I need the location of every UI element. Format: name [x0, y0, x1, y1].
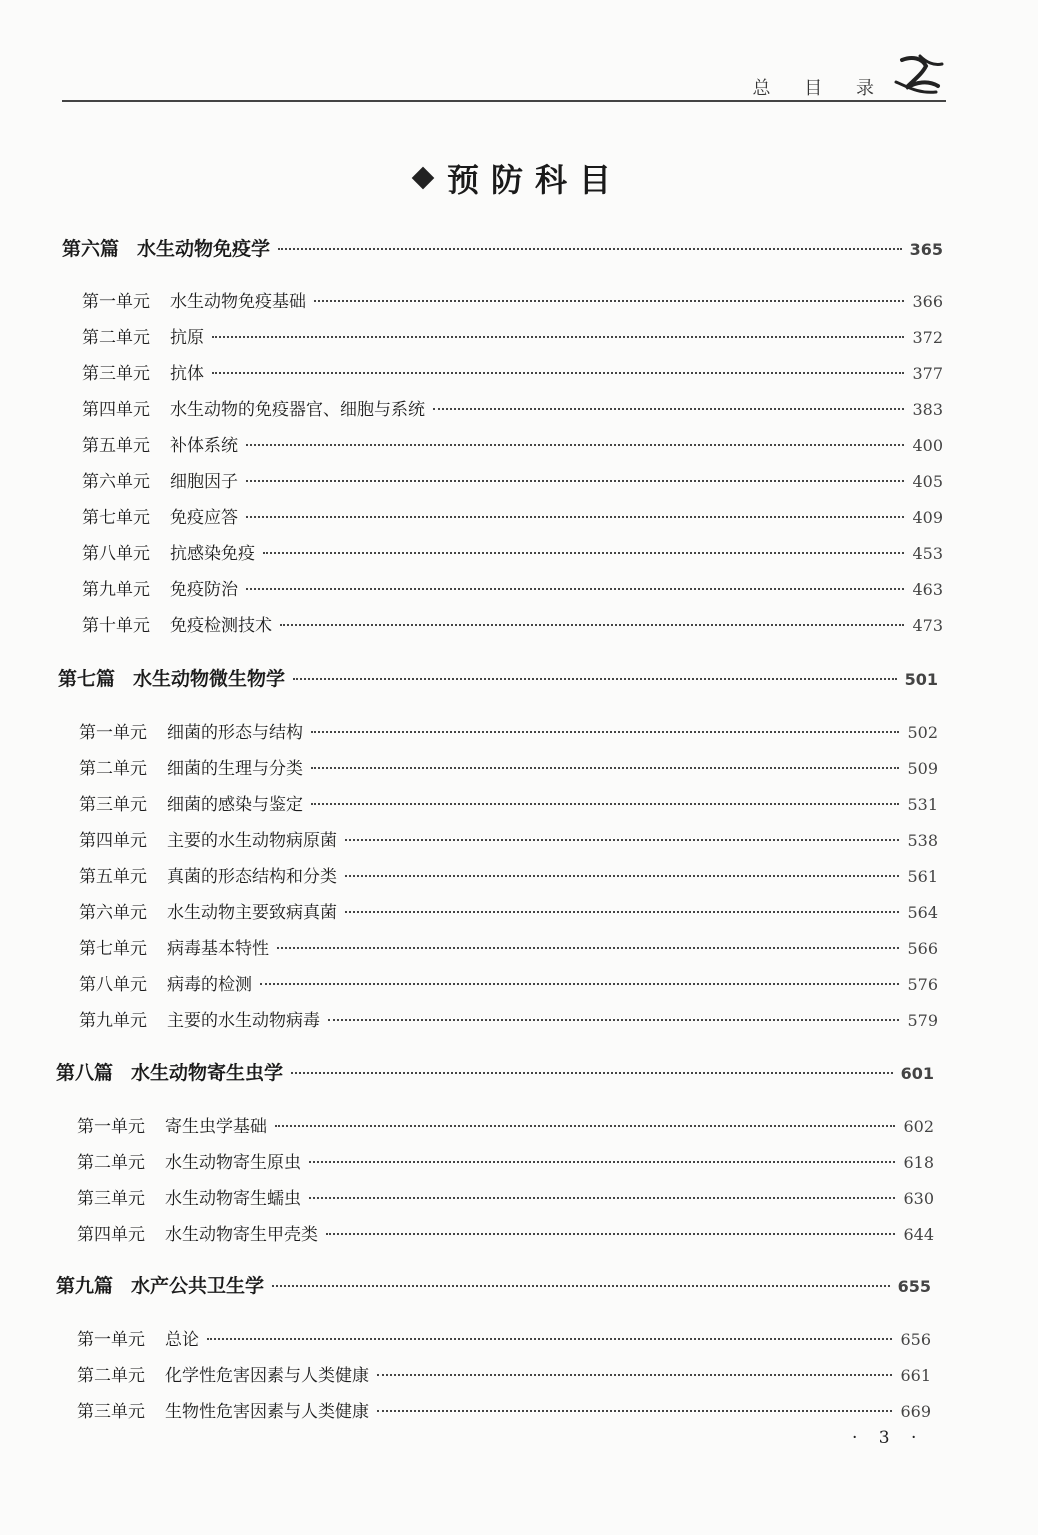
- unit-title: 化学性危害因素与人类健康: [165, 1366, 369, 1386]
- unit-number: 第一单元: [79, 723, 147, 743]
- unit-title: 免疫防治: [170, 580, 238, 600]
- toc-unit-entry: [79, 1006, 938, 1030]
- unit-number: 第四单元: [77, 1225, 145, 1245]
- unit-number: 第二单元: [82, 328, 150, 348]
- dot-leader: [212, 372, 904, 374]
- unit-number: 第二单元: [77, 1153, 145, 1173]
- unit-number: 第三单元: [77, 1402, 145, 1422]
- unit-number: 第三单元: [82, 364, 150, 384]
- toc-part-entry: [62, 234, 943, 258]
- toc-part-entry: [58, 664, 938, 688]
- unit-title: 免疫检测技术: [170, 616, 272, 636]
- unit-number: 第一单元: [77, 1117, 145, 1137]
- page-number-ref: 509: [907, 759, 938, 778]
- part-number: 第六篇: [62, 238, 120, 260]
- page-number-ref: 383: [912, 400, 943, 419]
- unit-title: 水生动物主要致病真菌: [167, 903, 337, 923]
- unit-number: 第四单元: [82, 400, 150, 420]
- page-number-ref: 463: [912, 580, 943, 599]
- dot-leader: [275, 1125, 895, 1127]
- unit-title: 主要的水生动物病毒: [167, 1011, 320, 1031]
- unit-title: 抗感染免疫: [170, 544, 255, 564]
- toc-unit-entry: [79, 970, 938, 994]
- unit-number: 第六单元: [79, 903, 147, 923]
- unit-number: 第八单元: [82, 544, 150, 564]
- dot-leader: [272, 1285, 890, 1287]
- toc-unit-entry: [79, 790, 938, 814]
- dot-leader: [345, 839, 899, 841]
- page-number-ref: 561: [907, 867, 938, 886]
- page-number-ref: 502: [907, 723, 938, 742]
- unit-number: 第二单元: [77, 1366, 145, 1386]
- section-title-text: 预防科目: [446, 161, 623, 199]
- unit-number: 第八单元: [79, 975, 147, 995]
- unit-title: 病毒基本特性: [167, 939, 269, 959]
- unit-title: 寄生虫学基础: [165, 1117, 267, 1137]
- page-number-ref: 564: [907, 903, 938, 922]
- toc-part-entry: [56, 1058, 934, 1082]
- toc-unit-entry: [79, 754, 938, 778]
- page-number-ref: 576: [907, 975, 938, 994]
- page-number: · 3 ·: [852, 1428, 925, 1448]
- dot-leader: [246, 516, 904, 518]
- unit-title: 抗体: [170, 364, 204, 384]
- unit-number: 第五单元: [79, 867, 147, 887]
- unit-title: 水生动物免疫基础: [170, 292, 306, 312]
- page-number-ref: 501: [904, 670, 938, 689]
- dot-leader: [246, 588, 904, 590]
- toc-unit-entry: [77, 1325, 931, 1349]
- toc-unit-entry: [77, 1184, 934, 1208]
- page-number-ref: 602: [903, 1117, 934, 1136]
- unit-number: 第十单元: [82, 616, 150, 636]
- unit-title: 水生动物寄生蠕虫: [165, 1189, 301, 1209]
- unit-title: 真菌的形态结构和分类: [167, 867, 337, 887]
- toc-unit-entry: [82, 575, 943, 599]
- dot-leader: [311, 767, 899, 769]
- dot-leader: [345, 911, 899, 913]
- page-number-ref: 656: [900, 1330, 931, 1349]
- unit-title: 主要的水生动物病原菌: [167, 831, 337, 851]
- dot-leader: [326, 1233, 895, 1235]
- dot-leader: [246, 480, 904, 482]
- unit-number: 第一单元: [82, 292, 150, 312]
- unit-title: 细胞因子: [170, 472, 238, 492]
- toc-unit-entry: [82, 503, 943, 527]
- dot-leader: [377, 1410, 892, 1412]
- part-title: 水生动物免疫学: [137, 238, 271, 260]
- toc-unit-entry: [82, 431, 943, 455]
- toc-part-entry: [56, 1271, 931, 1295]
- page-number-ref: 372: [912, 328, 943, 347]
- toc-unit-entry: [82, 323, 943, 347]
- unit-number: 第三单元: [79, 795, 147, 815]
- page-number-ref: 644: [903, 1225, 934, 1244]
- toc-unit-entry: [77, 1112, 934, 1136]
- page-number-ref: 473: [912, 616, 943, 635]
- toc-unit-entry: [82, 395, 943, 419]
- header-title: 总 目 录: [752, 78, 888, 99]
- dot-leader: [433, 408, 904, 410]
- dot-leader: [277, 947, 899, 949]
- unit-number: 第五单元: [82, 436, 150, 456]
- toc-unit-entry: [82, 359, 943, 383]
- dot-leader: [377, 1374, 892, 1376]
- toc-unit-entry: [77, 1397, 931, 1421]
- unit-number: 第九单元: [82, 580, 150, 600]
- unit-title: 抗原: [170, 328, 204, 348]
- unit-title: 总论: [165, 1330, 199, 1350]
- page-number-ref: 669: [900, 1402, 931, 1421]
- unit-title: 水生动物寄生原虫: [165, 1153, 301, 1173]
- part-number: 第九篇: [56, 1275, 114, 1297]
- page-number-ref: 365: [909, 240, 943, 259]
- page-number-ref: 400: [912, 436, 943, 455]
- toc-unit-entry: [82, 539, 943, 563]
- page-number-ref: 405: [912, 472, 943, 491]
- dot-leader: [311, 731, 899, 733]
- unit-title: 生物性危害因素与人类健康: [165, 1402, 369, 1422]
- dot-leader: [278, 248, 902, 250]
- dot-leader: [291, 1072, 893, 1074]
- page-number-ref: 453: [912, 544, 943, 563]
- dot-leader: [207, 1338, 892, 1340]
- unit-title: 细菌的感染与鉴定: [167, 795, 303, 815]
- unit-number: 第二单元: [79, 759, 147, 779]
- page-number-ref: 601: [900, 1064, 934, 1083]
- unit-number: 第七单元: [82, 508, 150, 528]
- page-number-ref: 618: [903, 1153, 934, 1172]
- unit-number: 第一单元: [77, 1330, 145, 1350]
- page-number-ref: 366: [912, 292, 943, 311]
- toc-unit-entry: [77, 1148, 934, 1172]
- page-number-ref: 661: [900, 1366, 931, 1385]
- toc-unit-entry: [77, 1220, 934, 1244]
- part-number: 第七篇: [58, 668, 116, 690]
- unit-title: 细菌的形态与结构: [167, 723, 303, 743]
- unit-title: 细菌的生理与分类: [167, 759, 303, 779]
- page-number-ref: 655: [897, 1277, 931, 1296]
- dot-leader: [263, 552, 904, 554]
- dot-leader: [311, 803, 899, 805]
- dot-leader: [314, 300, 904, 302]
- toc-unit-entry: [79, 898, 938, 922]
- dot-leader: [328, 1019, 899, 1021]
- unit-number: 第四单元: [79, 831, 147, 851]
- dot-leader: [345, 875, 899, 877]
- part-title: 水生动物微生物学: [133, 668, 286, 690]
- toc-unit-entry: [82, 467, 943, 491]
- page-number-ref: 566: [907, 939, 938, 958]
- page-number-ref: 531: [907, 795, 938, 814]
- toc-unit-entry: [77, 1361, 931, 1385]
- toc-unit-entry: [82, 611, 943, 635]
- toc-unit-entry: [82, 287, 943, 311]
- page-number-ref: 538: [907, 831, 938, 850]
- unit-title: 水生动物寄生甲壳类: [165, 1225, 318, 1245]
- toc-unit-entry: [79, 826, 938, 850]
- dot-leader: [212, 336, 904, 338]
- page-number-ref: 630: [903, 1189, 934, 1208]
- toc-unit-entry: [79, 934, 938, 958]
- unit-number: 第七单元: [79, 939, 147, 959]
- unit-title: 病毒的检测: [167, 975, 252, 995]
- part-number: 第八篇: [56, 1062, 114, 1084]
- part-title: 水产公共卫生学: [131, 1275, 265, 1297]
- dot-leader: [293, 678, 897, 680]
- toc-unit-entry: [79, 718, 938, 742]
- unit-title: 水生动物的免疫器官、细胞与系统: [170, 400, 425, 420]
- dot-leader: [260, 983, 899, 985]
- page-number-ref: 579: [907, 1011, 938, 1030]
- unit-number: 第三单元: [77, 1189, 145, 1209]
- unit-title: 补体系统: [170, 436, 238, 456]
- dot-leader: [246, 444, 904, 446]
- dot-leader: [309, 1161, 895, 1163]
- toc-unit-entry: [79, 862, 938, 886]
- unit-number: 第九单元: [79, 1011, 147, 1031]
- page-number-ref: 377: [912, 364, 943, 383]
- page-number-ref: 409: [912, 508, 943, 527]
- unit-number: 第六单元: [82, 472, 150, 492]
- dot-leader: [280, 624, 904, 626]
- unit-title: 免疫应答: [170, 508, 238, 528]
- part-title: 水生动物寄生虫学: [131, 1062, 284, 1084]
- dot-leader: [309, 1197, 895, 1199]
